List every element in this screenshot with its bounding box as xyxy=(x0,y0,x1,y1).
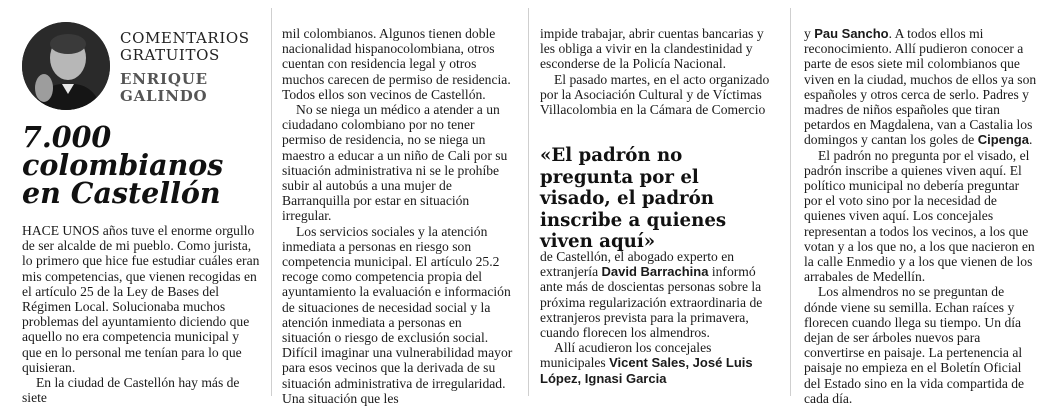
paragraph: mil colombianos. Algunos tienen doble nacionalidad hispanocolombiana, otros cuentan con residencia legal y otros muchos carecen de permiso de residencia. Todos ellos son vecinos de Castellón. xyxy=(282,26,511,102)
section-label: COMENTARIOS GRATUITOS xyxy=(120,29,250,64)
column-4 xyxy=(804,26,1040,406)
paragraph: No se niega un médico a atender a un ciudadano colombiano por no tener permiso de residencia, no se niega un maestro a educar a un niño de Cali por su situación administrativa ni se le prohíbe subir al autobús a una mujer de Barranquilla por estar en situación irregular. xyxy=(282,102,508,224)
column-3-continued xyxy=(540,249,772,386)
text-run: informó ante más de doscientas personas sobre la próxima regularización extraordinaria de extranjeros prevista para la primavera, cuando florecen los almendros. xyxy=(540,264,763,341)
column-divider xyxy=(528,8,529,396)
person-name: Pau Sancho xyxy=(814,26,889,41)
paragraph: El pasado martes, en el acto organizado por la Asociación Cultural y de Víctimas Villacolombia en la Cámara de Comercio xyxy=(540,71,770,118)
column-3 xyxy=(540,26,772,117)
paragraph: En la ciudad de Castellón hay más de siete xyxy=(22,375,240,406)
column-1 xyxy=(22,223,260,405)
text-run: Allí acudieron los concejales municipales xyxy=(540,340,712,371)
paragraph: Los almendros no se preguntan de dónde viene su semilla. Echan raíces y florecen cuando llega su tiempo. Un día dejan de ser árboles nuevos para convertirse en paisaje. La pertenencia al paisaje no empieza en el Boletín Oficial del Estado sino en la vida compartida de cada día. xyxy=(804,284,1025,406)
headline: 7.000 colombianos en Castellón xyxy=(22,120,224,210)
author-photo xyxy=(22,22,110,110)
person-name: David Barrachina xyxy=(601,264,709,280)
person-names: Vicent Sales, José Luis López, Ignasi Garcia xyxy=(540,355,753,386)
paragraph: HACE UNOS años tuve el enorme orgullo de ser alcalde de mi pueblo. Como jurista, lo primero que hice fue estudiar cuáles eran mis competencias, que vienen recogidas en el artículo 25 de la Ley de Bases del Régimen Local. Solucionaba muchos problemas del ayuntamiento diciendo que aquello no era competencia municipal y que en lo personal me tenían para lo que quisieran. xyxy=(22,223,260,375)
paragraph xyxy=(540,249,772,340)
person-name: Cipenga xyxy=(977,132,1029,148)
paragraph xyxy=(804,26,1040,148)
paragraph: Los servicios sociales y la atención inmediata a personas en riesgo son competencia municipal. El artículo 25.2 recoge como competencia propia del ayuntamiento la evaluación e información de situaciones de necesidad social y la atención inmediata a personas en situación o riesgo de exclusión social. Difícil imaginar una vulnerabilidad mayor para esos vecinos que la derivada de su situación administrativa de irregularidad. Una situación que les xyxy=(282,223,513,406)
column-divider xyxy=(790,8,791,396)
text-run: de Castellón, el abogado experto en extranjería xyxy=(540,249,735,280)
text-run: . A todos ellos mi reconocimiento. Allí pudieron conocer a parte de esos siete mil colombianos que viven en la ciudad, muchos de ellos ya son españoles y otros cerca de serlo. Padres y madres de niños españoles que tiran petardos en Magdalena, van a Castalia los domingos y cantan los goles de xyxy=(804,26,1037,148)
paragraph xyxy=(540,340,772,386)
text-run: y xyxy=(804,26,815,41)
column-divider xyxy=(271,8,272,396)
author-name: ENRIQUE GALINDO xyxy=(120,70,208,105)
pull-quote: «El padrón no pregunta por el visado, el padrón inscribe a quienes viven aquí» xyxy=(540,145,727,252)
paragraph: El padrón no pregunta por el visado, el padrón inscribe a quienes viven aquí. El político municipal no debería preguntar por el voto sino por la necesidad de quienes viven aquí. Los concejales representan a todos los vecinos, a los que votan y a los que no, a los que nacieron en la calle Enmedio y a los que vienen de los arrabales de Medellín. xyxy=(804,147,1035,285)
column-2 xyxy=(282,26,514,406)
text-run: . xyxy=(1028,132,1033,148)
paragraph: impide trabajar, abrir cuentas bancarias y les obliga a vivir en la clandestinidad y esconderse de la Policía Nacional. xyxy=(540,26,764,72)
author-portrait-icon xyxy=(22,22,110,110)
